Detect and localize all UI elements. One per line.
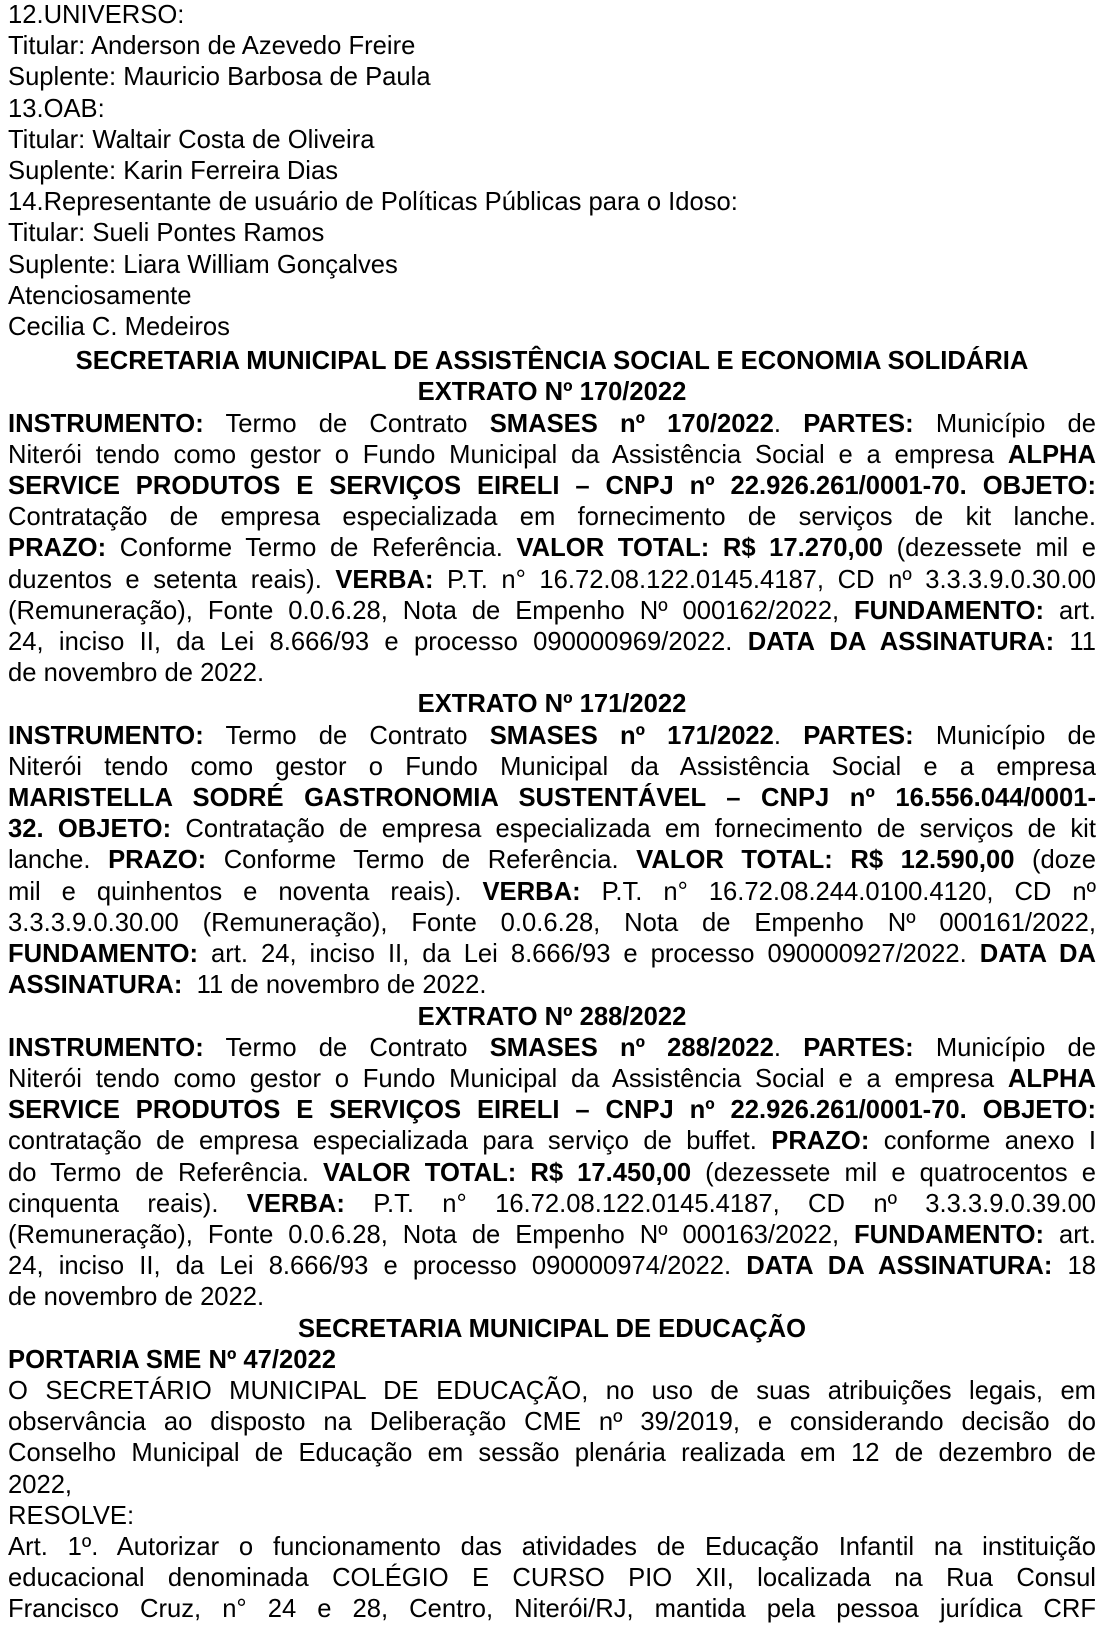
extrato-line: de novembro de 2022. xyxy=(8,659,265,688)
paragraph-line: O SECRETÁRIO MUNICIPAL DE EDUCAÇÃO, no uso de suas atribuições legais, em xyxy=(8,1376,1096,1405)
extrato-line: 24, inciso II, da Lei 8.666/93 e processo 090000974/2022. DATA DA ASSINATURA: 18 xyxy=(8,1252,1096,1281)
extrato-line: mil e quinhentos e noventa reais). VERBA: P.T. n° 16.72.08.244.0100.4120, CD nº xyxy=(8,877,1096,906)
extrato-line: INSTRUMENTO: Termo de Contrato SMASES nº 170/2022. PARTES: Município de xyxy=(8,409,1096,438)
closing: Atenciosamente xyxy=(8,281,192,310)
extrato-line: (Remuneração), Fonte 0.0.6.28, Nota de Empenho Nº 000163/2022, FUNDAMENTO: art. xyxy=(8,1220,1096,1249)
member-titular: Titular: Sueli Pontes Ramos xyxy=(8,219,325,248)
extrato-line: 3.3.3.9.0.30.00 (Remuneração), Fonte 0.0.6.28, Nota de Empenho Nº 000161/2022, xyxy=(8,908,1096,937)
extrato-line: PRAZO: Conforme Termo de Referência. VALOR TOTAL: R$ 17.270,00 (dezessete mil e xyxy=(8,534,1096,563)
extrato-line: INSTRUMENTO: Termo de Contrato SMASES nº 171/2022. PARTES: Município de xyxy=(8,721,1096,750)
member-titular: Titular: Anderson de Azevedo Freire xyxy=(8,32,416,61)
extrato-line: Niterói tendo como gestor o Fundo Municipal da Assistência Social e a empresa ALPHA xyxy=(8,1064,1096,1093)
extrato-title: EXTRATO Nº 288/2022 xyxy=(417,1002,687,1031)
document-page xyxy=(8,0,1096,1626)
member-heading: 13.OAB: xyxy=(8,94,105,123)
extrato-line: MARISTELLA SODRÉ GASTRONOMIA SUSTENTÁVEL – CNPJ nº 16.556.044/0001- xyxy=(8,784,1096,813)
extrato-line: contratação de empresa especializada para serviço de buffet. PRAZO: conforme anexo I xyxy=(8,1127,1096,1156)
portaria-title: PORTARIA SME Nº 47/2022 xyxy=(8,1345,336,1374)
member-suplente: Suplente: Mauricio Barbosa de Paula xyxy=(8,63,431,92)
signer: Cecilia C. Medeiros xyxy=(8,313,230,342)
paragraph-line: Conselho Municipal de Educação em sessão plenária realizada em 12 de dezembro de xyxy=(8,1439,1096,1468)
extrato-line: (Remuneração), Fonte 0.0.6.28, Nota de Empenho Nº 000162/2022, FUNDAMENTO: art. xyxy=(8,596,1096,625)
paragraph-line: observância ao disposto na Deliberação CME nº 39/2019, e considerando decisão do xyxy=(8,1408,1096,1437)
extrato-line: lanche. PRAZO: Conforme Termo de Referência. VALOR TOTAL: R$ 12.590,00 (doze xyxy=(8,846,1097,875)
extrato-line: Contratação de empresa especializada em fornecimento de serviços de kit lanche. xyxy=(8,503,1096,532)
member-titular: Titular: Waltair Costa de Oliveira xyxy=(8,125,375,154)
article-line: Art. 1º. Autorizar o funcionamento das atividades de Educação Infantil na instituição xyxy=(8,1532,1096,1561)
extrato-line: duzentos e setenta reais). VERBA: P.T. n° 16.72.08.122.0145.4187, CD nº 3.3.3.9.0.30.00 xyxy=(8,565,1096,594)
paragraph-line: 2022, xyxy=(8,1470,73,1499)
extrato-title: EXTRATO Nº 171/2022 xyxy=(417,690,687,719)
extrato-line: ASSINATURA: 11 de novembro de 2022. xyxy=(8,971,487,1000)
member-heading: 14.Representante de usuário de Políticas Públicas para o Idoso: xyxy=(8,188,738,217)
member-suplente: Suplente: Liara William Gonçalves xyxy=(8,250,398,279)
member-suplente: Suplente: Karin Ferreira Dias xyxy=(8,157,339,186)
extrato-line: de novembro de 2022. xyxy=(8,1283,265,1312)
resolve-label: RESOLVE: xyxy=(8,1501,135,1530)
article-line: Francisco Cruz, n° 24 e 28, Centro, Niterói/RJ, mantida pela pessoa jurídica CRF xyxy=(8,1595,1096,1624)
extrato-line: SERVICE PRODUTOS E SERVIÇOS EIRELI – CNPJ nº 22.926.261/0001-70. OBJETO: xyxy=(8,1096,1096,1125)
member-heading: 12.UNIVERSO: xyxy=(8,1,185,29)
extrato-line: SERVICE PRODUTOS E SERVIÇOS EIRELI – CNPJ nº 22.926.261/0001-70. OBJETO: xyxy=(8,472,1096,501)
extrato-title: EXTRATO Nº 170/2022 xyxy=(417,378,687,407)
extrato-line: INSTRUMENTO: Termo de Contrato SMASES nº 288/2022. PARTES: Município de xyxy=(8,1033,1096,1062)
extrato-line: Niterói tendo como gestor o Fundo Municipal da Assistência Social e a empresa xyxy=(8,752,1096,781)
extrato-line: 24, inciso II, da Lei 8.666/93 e processo 090000969/2022. DATA DA ASSINATURA: 11 xyxy=(8,628,1096,657)
section-title-sme: SECRETARIA MUNICIPAL DE EDUCAÇÃO xyxy=(297,1314,807,1343)
extrato-line: Niterói tendo como gestor o Fundo Municipal da Assistência Social e a empresa ALPHA xyxy=(8,440,1096,469)
extrato-line: cinquenta reais). VERBA: P.T. n° 16.72.08.122.0145.4187, CD nº 3.3.3.9.0.39.00 xyxy=(8,1189,1097,1218)
article-line: educacional denominada COLÉGIO E CURSO PIO XII, localizada na Rua Consul xyxy=(8,1564,1096,1593)
extrato-line: 32. OBJETO: Contratação de empresa especializada em fornecimento de serviços de kit xyxy=(8,815,1096,844)
section-title-smases: SECRETARIA MUNICIPAL DE ASSISTÊNCIA SOCIAL E ECONOMIA SOLIDÁRIA xyxy=(75,347,1029,376)
extrato-line: do Termo de Referência. VALOR TOTAL: R$ 17.450,00 (dezessete mil e quatrocentos e xyxy=(8,1158,1097,1187)
extrato-line: FUNDAMENTO: art. 24, inciso II, da Lei 8.666/93 e processo 090000927/2022. DATA DA xyxy=(8,940,1096,969)
